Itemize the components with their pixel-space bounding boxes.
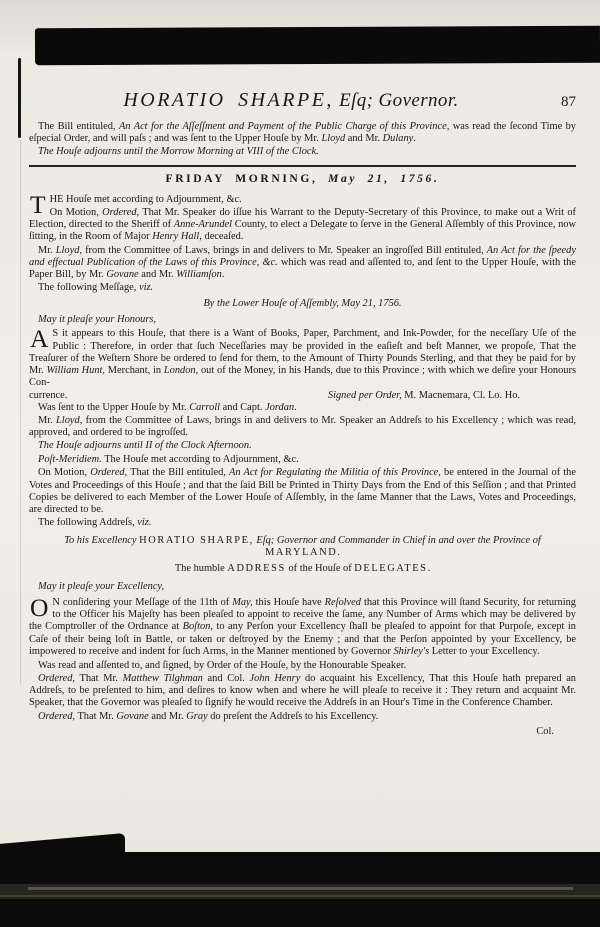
address-brought-paragraph: Mr. Lloyd, from the Committee of Laws, brings in and delivers to Mr. Speaker an Addreſs to his Excellency ; which was read, approved, and ordered to be ingroſſed. xyxy=(29,415,577,439)
catchword: Col. xyxy=(536,726,554,738)
section-rule xyxy=(29,165,576,167)
ingrossed-bill-paragraph: Mr. Lloyd, from the Committee of Laws, brings in and delivers to Mr. Speaker an ingroſſed Bill entituled, An Act for the ſpeedy and effectual Publication of the Laws of this Province, &c. which was read and aſſented to, and ſent to the Upper Houſe, with the Paper Bill, by Mr. Govane and Mr. Williamſon. xyxy=(29,244,576,281)
following-message-line: The following Meſſage, viz. xyxy=(38,282,154,294)
governor-title-suffix: Eſq; Governor. xyxy=(333,90,459,111)
top-scan-bar xyxy=(35,26,600,65)
supplies-paragraph xyxy=(29,324,576,388)
byline-line: By the Lower Houſe of Aſſembly, May 21, 1756. xyxy=(203,298,402,310)
house-met-text: HE Houſe met according to Adjournment, &c. On Motion, Ordered, That Mr. Speaker do iſſue his Warrant to the Deputy-Secretary of this Province, to make out a Writ of Election, directed to the Sheriff of Anne-Arundel County, to elect a Delegate to ſerve in the General Aſſembly of this Province, now ſitting, in the Room of Major Henry Hall, deceaſed. xyxy=(29,194,576,242)
address-body-text: N conſidering your Meſſage of the 11th of May, this Houſe have Reſolved that this Province will ſtand Security, for returning to the Officer his Majeſty has been pleaſed to appoint to receive the ſame, any Number of Arms which may be delivered by the Comptroller of the Ordnance at Boſton, to any Perſon your Excellency ſhall be pleaſed to appoint for that Purpoſe, except in Caſe of their being loſt in Battle, or taken or deſtroyed by the Enemy ; and that the Perſon appointed by your Excellency, be impowered to receive and indent for ſuch Arms, in the Manner mentioned by Governor Shirley's Letter to your Excellency. xyxy=(29,597,576,657)
supplies-text: S it appears to this Houſe, that there is a Want of Books, Paper, Parchment, and Ink-Powder, for the neceſſary Uſe of the Public : Therefore, in order that ſuch Neceſſaries may be provided in the eaſieſt and beſt Manner, we propoſe, That the Treaſurer of the Weſtern Shore be ordered to ſend for them, to the Amount of Thirty Pounds Sterling, and that they be paid for by Mr. William Hunt, Merchant, in London, out of the Money, in his Hands, due to this Province ; with which we deſire your Honours Con- xyxy=(29,328,576,388)
address-body-paragraph xyxy=(29,593,576,657)
document-content xyxy=(29,89,577,738)
following-address-line: The following Addreſs, viz. xyxy=(38,516,152,528)
dropcap-a: A xyxy=(30,324,49,354)
humble-address-line: The humble ADDRESS of the Houſe of DELEGATES. xyxy=(174,563,431,575)
dropcap-o: O xyxy=(30,593,49,623)
session-heading: FRIDAY MORNING, May 21, 1756. xyxy=(165,172,440,186)
tilghman-paragraph: Ordered, That Mr. Matthew Tilghman and Col. John Henry do acquaint his Excellency, That this Houſe hath prepared an Addreſs, to be preſented to him, and deſires to know when and where he will pleaſe to receive it : They return and acquaint Mr. Speaker, that the Governor was pleaſed to ſignify he would receive the Addreſs in an Hour's Time in the Conference Chamber. xyxy=(29,672,576,709)
running-title xyxy=(29,89,553,111)
left-scan-line-faint xyxy=(20,140,21,685)
salutation-honours: May it pleaſe your Honours, xyxy=(38,314,157,326)
present-address-line: Ordered, That Mr. Govane and Mr. Gray do preſent the Addreſs to his Excellency. xyxy=(38,711,379,723)
dropcap-t: T xyxy=(30,190,46,220)
house-met-paragraph xyxy=(29,190,576,242)
post-meridiem-line: Poſt-Meridiem. The Houſe met according to Adjournment, &c. xyxy=(38,454,299,466)
salutation-excellency: May it pleaſe your Excellency, xyxy=(38,581,165,593)
concurrence-remainder: currence. xyxy=(29,389,68,401)
page-header xyxy=(29,89,576,111)
left-scan-line-dark xyxy=(18,58,21,138)
militia-paragraph: On Motion, Ordered, That the Bill entituled, An Act for Regulating the Militia of this Province, be entered in the Journal of the Votes and Proceedings of this Houſe ; and that the ſaid Bill be Printed in Thirty Days from the End of this Seſſion ; and that Printed Copies be delivered to each Member of the Lower Houſe of Aſſembly, in the ſame Manner that the Laws, Votes and Proceedings, are directed to be. xyxy=(29,467,576,515)
governor-name: HORATIO SHARPE, xyxy=(123,89,334,111)
sent-upper-house-line: Was ſent to the Upper Houſe by Mr. Carroll and Capt. Jordan. xyxy=(38,401,297,413)
page-number: 87 xyxy=(561,94,576,110)
adjournment-line: The Houſe adjourns until the Morrow Morning at VIII of the Clock. xyxy=(38,146,319,158)
address-heading: To his Excellency HORATIO SHARPE, Eſq; Governor and Commander in Chief in and over the Province of MARYLAND. xyxy=(64,534,541,558)
bill-paragraph: The Bill entituled, An Act for the Aſſeſſment and Payment of the Public Charge of this Province, was read the ſecond Time by eſpecial Order, and will paſs ; and was ſent to the Upper Houſe by Mr. Lloyd and Mr. Dulany. xyxy=(29,121,576,145)
bottom-band-streak-light xyxy=(28,887,573,890)
bottom-band-streak-dark xyxy=(0,895,600,897)
signed-per-order-line xyxy=(29,390,576,402)
assented-line: Was read and aſſented to, and ſigned, by Order of the Houſe, by the Honourable Speaker. xyxy=(38,659,407,671)
adjournment-line-2: The Houſe adjourns until II of the Clock Afternoon. xyxy=(38,440,252,452)
signed-per-order-text: Signed per Order, M. Macnemara, Cl. Lo. Ho. xyxy=(327,389,520,401)
